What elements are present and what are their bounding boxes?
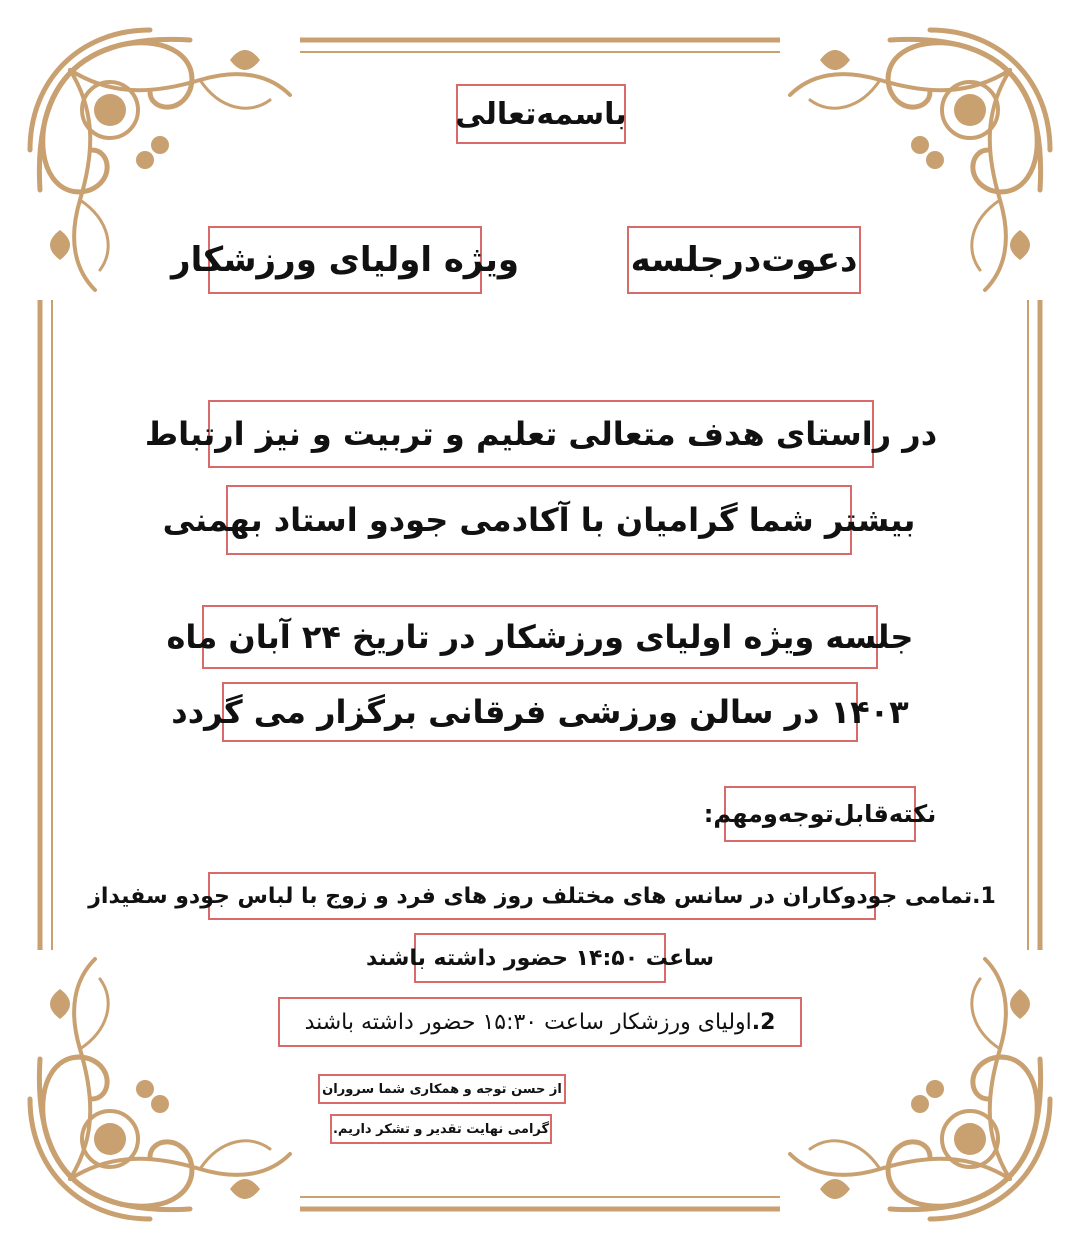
thanks-line-2: گرامی نهایت تقدیر و تشکر داریم.: [330, 1114, 552, 1144]
invite-label: دعوت‌درجلسه: [627, 226, 861, 294]
note-item-2: [278, 997, 802, 1047]
notes-heading: نکته‌قابل‌توجه‌ومهم:: [724, 786, 916, 842]
body-line-2: بیشتر شما گرامیان با آکادمی جودو استاد بهمنی: [226, 485, 852, 555]
body-line-4: ۱۴۰۳ در سالن ورزشی فرقانی برگزار می گردد: [222, 682, 858, 742]
note-item-2-number: 2.: [751, 1009, 776, 1035]
audience-label: ویژه اولیای ورزشکار: [208, 226, 482, 294]
page-title: باسمه‌تعالی: [456, 84, 626, 144]
body-line-3: جلسه ویژه اولیای ورزشکار در تاریخ ۲۴ آبان ماه: [202, 605, 878, 669]
thanks-line-1: از حسن توجه و همکاری شما سروران: [318, 1074, 566, 1104]
note-item-1-continued: ساعت ۱۴:۵۰ حضور داشته باشند: [414, 933, 666, 983]
body-line-1: در راستای هدف متعالی تعلیم و تربیت و نیز ارتباط: [208, 400, 874, 468]
note-item-2-text: اولیای ورزشکار ساعت ۱۵:۳۰ حضور داشته باشند: [304, 1009, 752, 1035]
note-item-1-number: 1.: [972, 883, 996, 909]
note-item-1-text: تمامی جودوکاران در سانس های مختلف روز های فرد و زوج با لباس جودو سفیداز: [88, 883, 973, 909]
note-item-1: [88, 872, 996, 920]
